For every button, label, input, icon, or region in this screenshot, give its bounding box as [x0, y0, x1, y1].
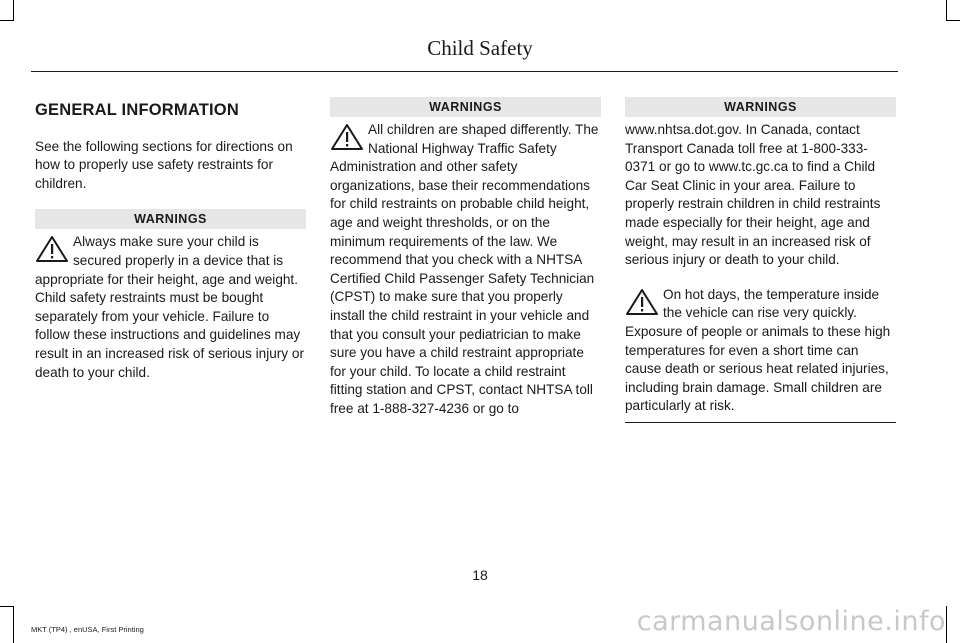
warning-paragraph: [625, 286, 896, 416]
watermark: carmanualsonline.info: [636, 606, 946, 637]
crop-mark: [13, 606, 14, 643]
print-info: MKT (TP4) , enUSA, First Printing: [31, 625, 144, 634]
section-heading: GENERAL INFORMATION: [35, 101, 239, 119]
warning-paragraph: [35, 233, 306, 382]
warning-text: Always make sure your child is secured properly in a device that is appropriate for their height, age and weight. Child safety restraints must be bought separately from your vehicle. Failure to follow these instructions and guidelines may result in an increased risk of serious injury or death to your child.: [35, 234, 304, 380]
warning-triangle-icon: [35, 235, 71, 263]
intro-paragraph: See the following sections for directions on how to properly use safety restraints for children.: [35, 138, 293, 191]
crop-mark: [946, 606, 947, 643]
warnings-header: WARNINGS: [625, 97, 896, 117]
column-1: [35, 97, 306, 382]
warning-triangle-icon: [625, 288, 661, 316]
warnings-header: WARNINGS: [35, 209, 306, 229]
crop-mark: [0, 606, 14, 607]
warnings-end-divider: [625, 422, 896, 423]
crop-mark: [946, 0, 947, 21]
column-2: [330, 97, 601, 419]
page-title: Child Safety: [427, 36, 533, 60]
header-divider: [31, 71, 898, 72]
page-number: 18: [472, 567, 488, 583]
crop-mark: [13, 0, 14, 21]
column-3: [625, 97, 896, 423]
crop-mark: [0, 20, 14, 21]
warning-text: All children are shaped differently. The National Highway Traffic Safety Administration and other safety organizations, base their recommendations for child restraints on probable child height, age and weight thresholds, or on the minimum requirements of the law. We recommend that you check with a NHTSA Certified Child Passenger Safety Technician (CPST) to make sure that you properly install the child restraint in your vehicle and that you consult your pediatrician to make sure you have a child restraint appropriate for your child. To locate a child restraint fitting station and CPST, contact NHTSA toll free at 1-888-327-4236 or go to: [330, 122, 599, 416]
continued-warning-paragraph: www.nhtsa.dot.gov. In Canada, contact Transport Canada toll free at 1-800-333-0371 or go to www.tc.gc.ca to find a Child Car Seat Clinic in your area. Failure to properly restrain children in child restraints made especially for their height, age and weight, may result in an increased risk of serious injury or death to your child.: [625, 122, 881, 268]
warnings-header: WARNINGS: [330, 97, 601, 117]
warning-paragraph: [330, 121, 601, 419]
warning-triangle-icon: [330, 123, 366, 151]
warning-text: On hot days, the temperature inside the vehicle can rise very quickly. Exposure of people or animals to these high temperatures for even a short time can cause death or serious heat related injuries, including brain damage. Small children are particularly at risk.: [625, 286, 891, 414]
crop-mark: [946, 20, 960, 21]
